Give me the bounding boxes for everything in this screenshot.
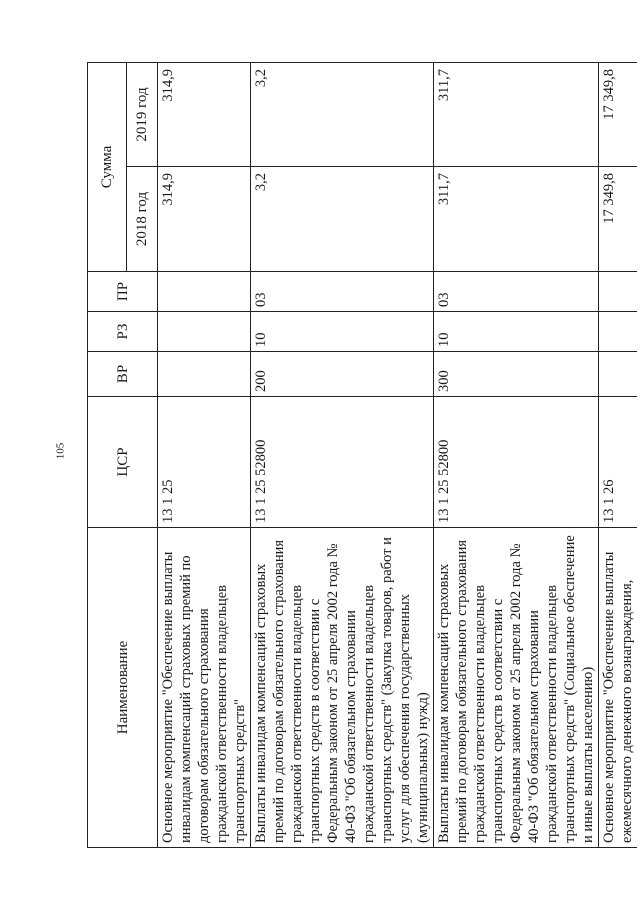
row-sum-2018: 17 349,8 [599, 167, 638, 272]
header-pr: ПР [88, 272, 158, 312]
row-csr: 13 1 25 52800 [251, 397, 434, 528]
header-rz: РЗ [88, 312, 158, 352]
row-csr: 13 1 26 [599, 397, 638, 528]
header-year-2018: 2018 год [127, 167, 158, 272]
header-row [88, 62, 127, 847]
row-pr: 03 [251, 272, 434, 312]
row-rz: 10 [434, 312, 599, 352]
row-rz: 10 [251, 312, 434, 352]
row-rz [158, 312, 251, 352]
row-pr [158, 272, 251, 312]
row-sum-2019: 3,2 [251, 62, 434, 166]
row-name: Основное мероприятие "Обеспечение выплаты инвалидам компенсаций страховых премий по договорам обязательного страхования гражданской ответственности владельцев транспортных средств" [158, 528, 251, 848]
row-sum-2019: 17 349,8 [599, 62, 638, 166]
row-name: Выплаты инвалидам компенсаций страховых премий по договорам обязательного страхования гражданской ответственности владельцев транспортных средств в соответствии с Федеральным законом от 25 апреля 2002 года № 40-ФЗ "Об обязательном страховании гражданской ответственности владельцев транспортных средств" (Закупка товаров, работ и услуг для обеспечения государственных (муниципальных) нужд) [251, 528, 434, 848]
header-csr: ЦСР [88, 397, 158, 528]
row-pr: 03 [434, 272, 599, 312]
row-sum-2019: 314,9 [158, 62, 251, 166]
budget-table-container [87, 63, 635, 848]
header-sum: Сумма [88, 62, 127, 271]
row-csr: 13 1 25 [158, 397, 251, 528]
row-csr: 13 1 25 52800 [434, 397, 599, 528]
row-vr: 200 [251, 352, 434, 397]
row-pr [599, 272, 638, 312]
budget-table [87, 62, 637, 848]
row-vr [158, 352, 251, 397]
header-year-2019: 2019 год [127, 62, 158, 166]
page-number: 105 [54, 442, 67, 460]
header-name: Наименование [88, 528, 158, 848]
table-row [434, 62, 599, 847]
row-rz [599, 312, 638, 352]
table-row [599, 62, 638, 847]
row-vr [599, 352, 638, 397]
row-sum-2018: 314,9 [158, 167, 251, 272]
row-name: Выплаты инвалидам компенсаций страховых премий по договорам обязательного страхования гражданской ответственности владельцев транспортных средств в соответствии с Федеральным законом от 25 апреля 2002 года № 40-ФЗ "Об обязательном страховании гражданской ответственности владельцев транспортных средств" (Социальное обеспечение и иные выплаты населению) [434, 528, 599, 848]
row-sum-2018: 3,2 [251, 167, 434, 272]
row-name: Основное мероприятие "Обеспечение выплаты ежемесячного денежного вознаграждения, [599, 528, 638, 848]
header-vr: ВР [88, 352, 158, 397]
row-sum-2018: 311,7 [434, 167, 599, 272]
row-sum-2019: 311,7 [434, 62, 599, 166]
row-vr: 300 [434, 352, 599, 397]
table-row [158, 62, 251, 847]
table-row [251, 62, 434, 847]
